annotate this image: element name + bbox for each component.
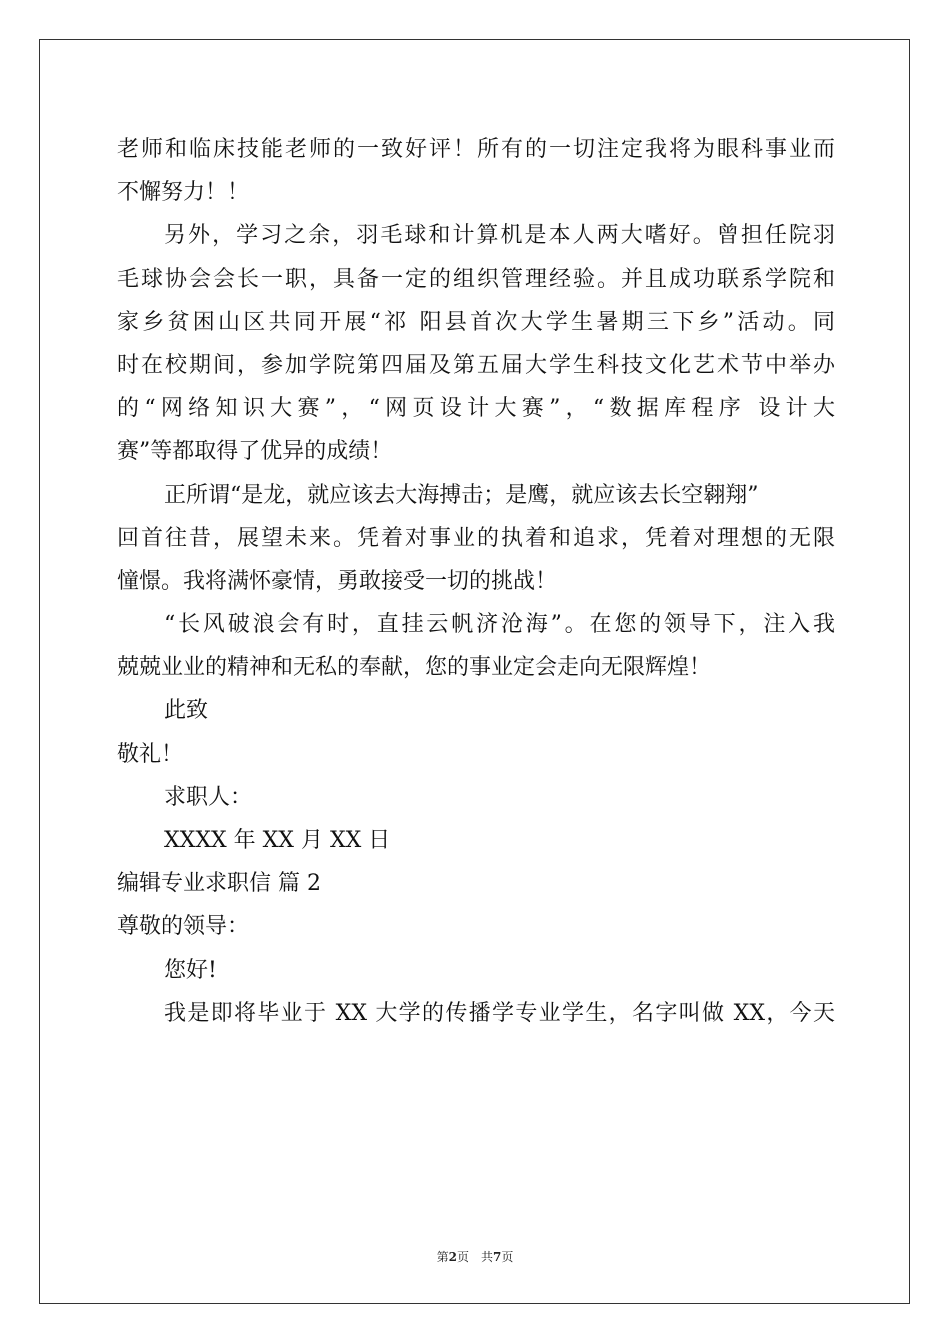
applicant-label: 求职人： [164, 784, 253, 810]
footer-prefix: 第 [436, 1250, 449, 1264]
letter-body [117, 128, 835, 1035]
current-page-number: 2 [448, 1250, 457, 1264]
text-line: 正所谓“是龙，就应该去大海搏击；是鹰，就应该去长空翱翔” [164, 482, 759, 508]
text-line: 兢兢业业的精神和无私的奉献，您的事业定会走向无限辉煌！ [117, 655, 712, 681]
text-line: 的“网络知识大赛”，“网页设计大赛”，“数据库程序 设计大 [117, 396, 835, 422]
closing-regards: 敬礼！ [117, 741, 184, 767]
text-line: 毛球协会会长一职，具备一定的组织管理经验。并且成功联系学院和 [117, 266, 835, 292]
text-line: 我是即将毕业于 XX 大学的传播学专业学生，名字叫做 XX，今天 [164, 1000, 835, 1026]
text-line: 回首往昔，展望未来。凭着对事业的执着和追求，凭着对理想的无限 [117, 525, 835, 551]
text-line: 家乡贫困山区共同开展“祁 阳县首次大学生暑期三下乡”活动。同 [117, 309, 835, 335]
greeting: 尊敬的领导： [117, 914, 250, 940]
page-footer [0, 1248, 950, 1265]
text-line: 时在校期间，参加学院第四届及第五届大学生科技文化艺术节中举办 [117, 352, 835, 378]
hello-line: 您好! [164, 957, 217, 983]
footer-mid: 页 共 [456, 1250, 493, 1264]
date-line: XXXX 年 XX 月 XX 日 [164, 828, 391, 853]
text-line: 另外，学习之余，羽毛球和计算机是本人两大嗜好。曾担任院羽 [164, 223, 835, 249]
text-line: 憧憬。我将满怀豪情，勇敢接受一切的挑战！ [117, 568, 558, 594]
footer-suffix: 页 [501, 1250, 514, 1264]
text-line: 赛”等都取得了优异的成绩！ [117, 439, 393, 465]
text-line: 老师和临床技能老师的一致好评！所有的一切注定我将为眼科事业而 [117, 137, 835, 162]
text-line: 不懈努力！！ [117, 180, 250, 206]
total-page-number: 7 [493, 1250, 502, 1264]
text-line: “长风破浪会有时，直挂云帆济沧海”。在您的领导下，注入我 [164, 612, 835, 638]
closing-salutation: 此致 [164, 698, 209, 724]
section-title: 编辑专业求职信 篇 2 [117, 871, 321, 897]
